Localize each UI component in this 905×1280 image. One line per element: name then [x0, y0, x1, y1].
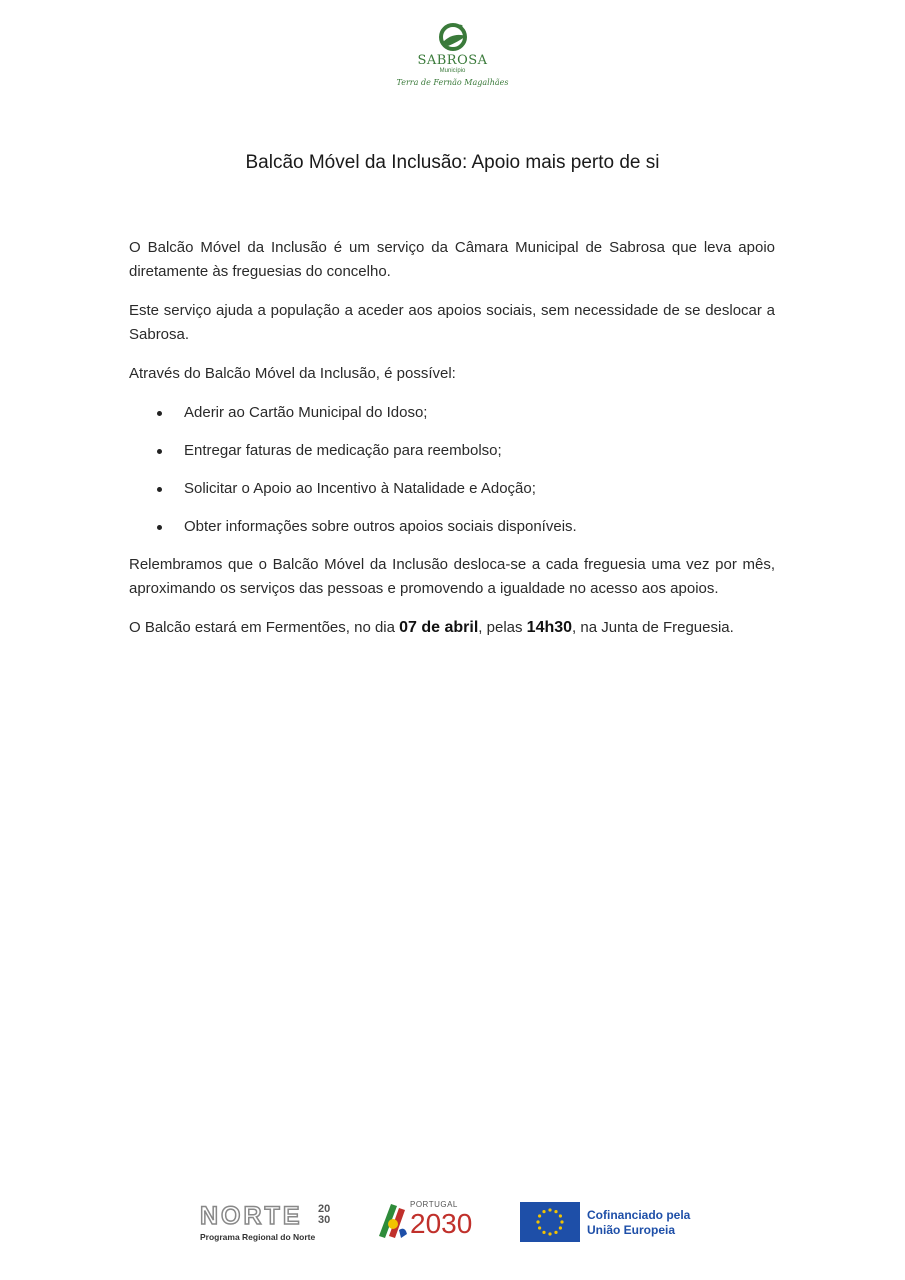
sabrosa-emblem-icon [436, 22, 470, 54]
schedule-text-mid: , pelas [478, 619, 527, 636]
list-item [184, 401, 775, 425]
paragraph-service: Este serviço ajuda a população a aceder aos apoios sociais, sem necessidade de se deslocar a Sabrosa. [129, 302, 775, 343]
list-item [184, 515, 775, 539]
paragraph-intro: O Balcão Móvel da Inclusão é um serviço da Câmara Municipal de Sabrosa que leva apoio diretamente às freguesias do concelho. [129, 239, 775, 280]
logo-name: SABROSA [417, 53, 488, 68]
norte-years [318, 1204, 330, 1226]
norte-years-top: 20 [318, 1203, 331, 1215]
logo-motto: Terra de Fernão Magalhães [396, 78, 509, 87]
eu-line-1: Cofinanciado pela [587, 1208, 691, 1222]
eu-line-2: União Europeia [587, 1223, 676, 1237]
schedule-time: 14h30 [526, 619, 573, 636]
schedule-text-pre: O Balcão estará em Fermentões, no dia [129, 619, 400, 636]
portugal-2030-logo [377, 1200, 487, 1246]
bullet-icon [157, 525, 162, 530]
norte-years-bottom: 30 [318, 1214, 331, 1226]
bullet-icon [157, 487, 162, 492]
footer-logos [0, 1198, 905, 1248]
norte-word: NORTE [200, 1202, 303, 1230]
portugal-flag-icon [377, 1200, 409, 1240]
norte-2030-logo [200, 1202, 345, 1242]
portugal-label: PORTUGAL [410, 1200, 458, 1209]
paragraph-reminder: Relembramos que o Balcão Móvel da Inclusão desloca-se a cada freguesia uma vez por mês, aproximando os serviços das pessoas e promovendo a igualdade no acesso aos apoios. [129, 556, 775, 597]
eu-flag-icon [520, 1202, 580, 1242]
list-item-text: Obter informações sobre outros apoios sociais disponíveis. [184, 518, 577, 535]
sabrosa-logo [380, 22, 525, 98]
logo-subtitle: Município [439, 68, 466, 74]
bullet-icon [157, 449, 162, 454]
list-item-text: Solicitar o Apoio ao Incentivo à Natalidade e Adoção; [184, 480, 536, 497]
document-body [129, 236, 775, 655]
paragraph-list-intro: Através do Balcão Móvel da Inclusão, é possível: [129, 365, 456, 382]
page-title: Balcão Móvel da Inclusão: Apoio mais perto de si [245, 152, 660, 173]
eu-cofinancing-logo [520, 1202, 720, 1242]
portugal-year: 2030 [410, 1208, 473, 1239]
services-list [129, 401, 775, 539]
paragraph-schedule [129, 616, 775, 640]
bullet-icon [157, 411, 162, 416]
schedule-text-post: , na Junta de Freguesia. [572, 619, 734, 636]
schedule-date: 07 de abril [399, 619, 479, 636]
list-item [184, 477, 775, 501]
norte-caption: Programa Regional do Norte [200, 1232, 316, 1242]
list-item-text: Aderir ao Cartão Municipal do Idoso; [184, 404, 428, 421]
list-item [184, 439, 775, 463]
list-item-text: Entregar faturas de medicação para reembolso; [184, 442, 502, 459]
eu-text [587, 1208, 690, 1238]
